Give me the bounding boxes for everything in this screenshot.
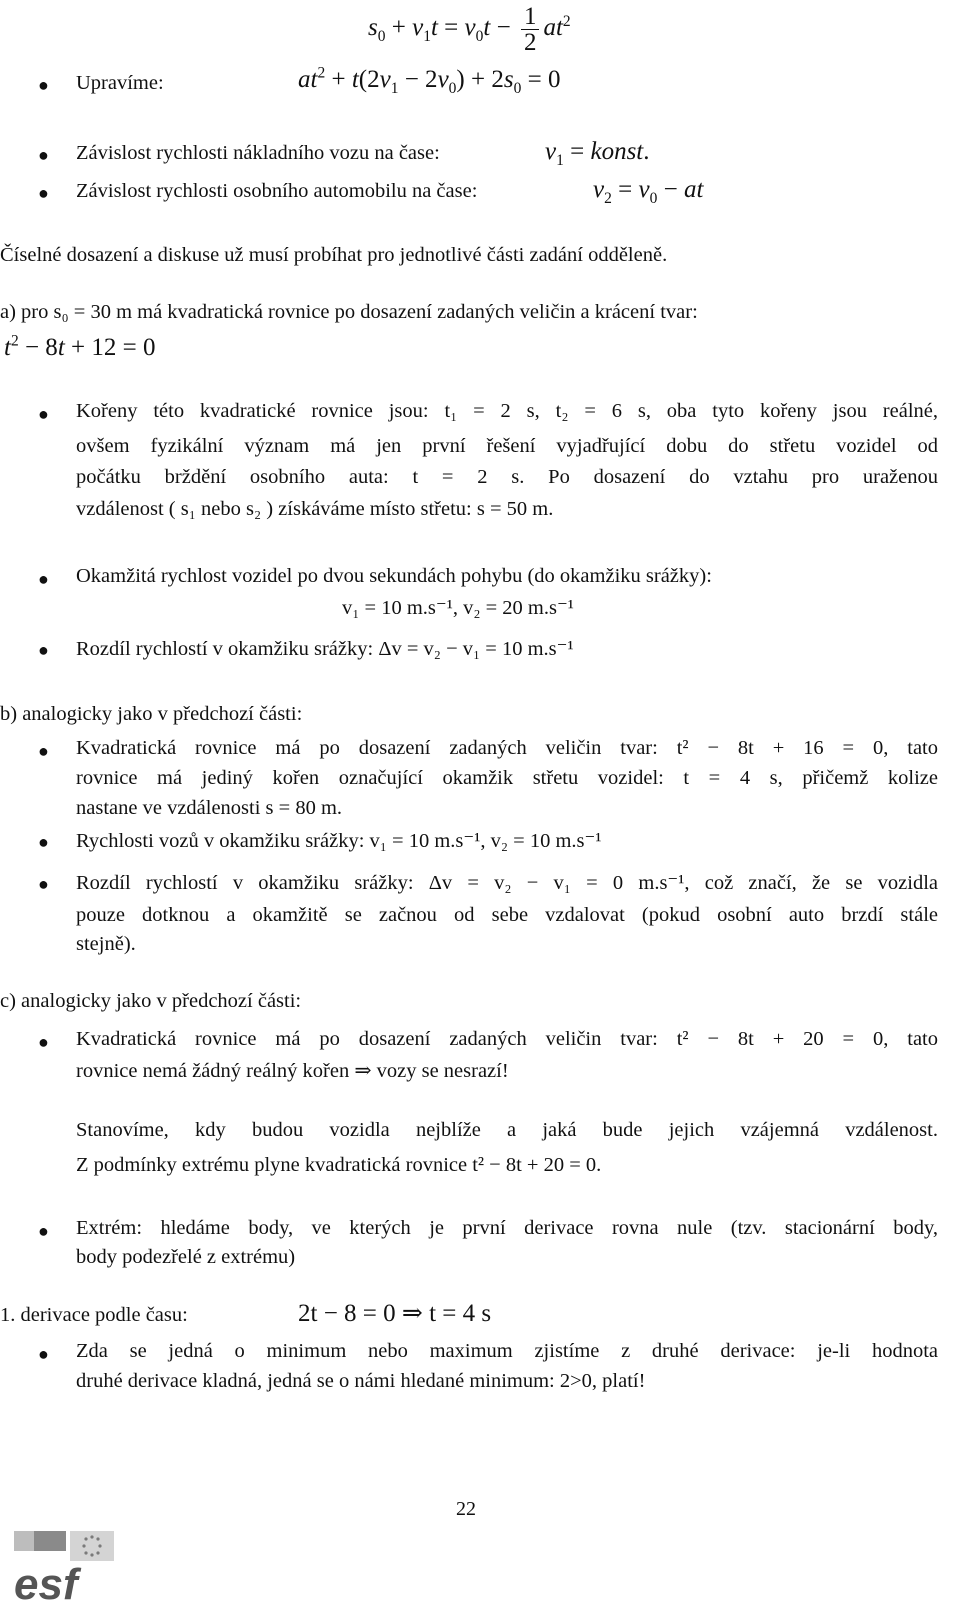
extrem-line-2: body podezřelé z extrému)	[76, 1246, 296, 1268]
equation-v1: $v_1$ = konst.	[545, 138, 650, 169]
part-a-intro: a) pro s₀ = 30 m má kvadratická rovnice po dosazení zadaných veličin a krácení tvar:	[0, 301, 698, 323]
part-b-speeds: Rychlosti vozů v okamžiku srážky: v₁ = 10 m.s⁻¹, v₂ = 10 m.s⁻¹	[76, 830, 602, 852]
part-c-quad-line-1: Kvadratická rovnice má po dosazení zadaných veličin tvar: t² − 8t + 20 = 0, tato	[76, 1028, 938, 1050]
part-a-roots-line-1: Kořeny této kvadratické rovnice jsou: t₁ = 2 s, t₂ = 6 s, oba tyto kořeny jsou reálné,	[76, 400, 938, 422]
part-b-quad-line-3: nastane ve vzdálenosti s = 80 m.	[76, 797, 343, 819]
bullet: ●	[38, 1221, 49, 1241]
part-b-delta-line-2: pouze dotknou a okamžitě se začnou od sebe vzdalovat (pokud osobní auto brzdí stále	[76, 904, 938, 926]
bullet: ●	[38, 183, 49, 203]
part-a-roots-line-4: vzdálenost ( s₁ nebo s₂ ) získáváme místo střetu: s = 50 m.	[76, 498, 554, 520]
part-c-intro: c) analogicky jako v předchozí části:	[0, 990, 302, 1012]
esf-logo	[10, 1525, 120, 1605]
part-a-roots-line-2: ovšem fyzikální význam má jen první řešení vyjadřující dobu do střetu vozidel od	[76, 435, 938, 457]
part-b-quad-line-1: Kvadratická rovnice má po dosazení zadaných veličin tvar: t² − 8t + 16 = 0, tato	[76, 737, 938, 759]
part-c-paragraph-line-1: Stanovíme, kdy budou vozidla nejblíže a jaká bude jejich vzájemná vzdálenost.	[76, 1119, 938, 1141]
bullet: ●	[38, 404, 49, 424]
druha-derivace-line-1: Zda se jedná o minimum nebo maximum zjistíme z druhé derivace: je-li hodnota	[76, 1340, 938, 1362]
page-number: 22	[456, 1498, 476, 1520]
part-b-quad-line-2: rovnice má jediný kořen označující okamžik střetu vozidel: t = 4 s, přičemž kolize	[76, 767, 938, 789]
bullet: ●	[38, 75, 49, 95]
part-c-paragraph-line-2: Z podmínky extrému plyne kvadratická rovnice t² − 8t + 20 = 0.	[76, 1154, 602, 1176]
equation-upravime: $at^2 + t(2v_1 - 2v_0) + 2s_0 = 0$	[298, 64, 561, 97]
zavislost-osobni-label: Závislost rychlosti osobního automobilu na čase:	[76, 180, 478, 202]
part-c-quad-line-2: rovnice nemá žádný reálný kořen ⇒ vozy se nesrazí!	[76, 1060, 509, 1082]
bullet: ●	[38, 874, 49, 894]
bullet: ●	[38, 1032, 49, 1052]
bullet: ●	[38, 832, 49, 852]
bullet: ●	[38, 741, 49, 761]
part-a-speed-line-2: v₁ = 10 m.s⁻¹, v₂ = 20 m.s⁻¹	[342, 597, 574, 619]
part-b-delta-line-1: Rozdíl rychlostí v okamžiku srážky: Δv = v₂ − v₁ = 0 m.s⁻¹, což značí, že se vozidla	[76, 872, 938, 894]
bullet: ●	[38, 640, 49, 660]
esf-logo-graphic	[10, 1525, 120, 1605]
druha-derivace-line-2: druhé derivace kladná, jedná se o námi hledané minimum: 2>0, platí!	[76, 1370, 646, 1392]
bullet: ●	[38, 569, 49, 589]
upravime-label: Upravíme:	[76, 72, 164, 94]
esf-logo-text: esf	[14, 1560, 78, 1605]
part-a-roots-line-3: počátku brždění osobního auta: t = 2 s. Po dosazení do vztahu pro uraženou	[76, 466, 938, 488]
extrem-line-1: Extrém: hledáme body, ve kterých je první derivace rovna nule (tzv. stacionární body,	[76, 1217, 938, 1239]
part-a-delta: Rozdíl rychlostí v okamžiku srážky: Δv = v₂ − v₁ = 10 m.s⁻¹	[76, 638, 574, 660]
bullet: ●	[38, 1344, 49, 1364]
equation-v2: $v_2 = v_0$ − at	[593, 176, 704, 207]
ciselne-dosazeni: Číselné dosazení a diskuse už musí probíhat pro jednotlivé části zadání odděleně.	[0, 244, 668, 266]
part-b-delta-line-3: stejně).	[76, 933, 136, 955]
part-a-speed-line-1: Okamžitá rychlost vozidel po dvou sekundách pohybu (do okamžiku srážky):	[76, 565, 712, 587]
derivace-equation: 2t − 8 = 0 ⇒ t = 4 s	[298, 1300, 492, 1327]
part-a-equation: $t^2 - 8t + 12 = 0$	[4, 332, 156, 361]
derivace-label: 1. derivace podle času:	[0, 1304, 188, 1326]
equation-top: $s_0 + v_1t = v_0t$ − $\frac{1}{2}$ $at^2$	[368, 3, 571, 56]
part-b-intro: b) analogicky jako v předchozí části:	[0, 703, 303, 725]
zavislost-nakladni-label: Závislost rychlosti nákladního vozu na čase:	[76, 142, 440, 164]
bullet: ●	[38, 145, 49, 165]
